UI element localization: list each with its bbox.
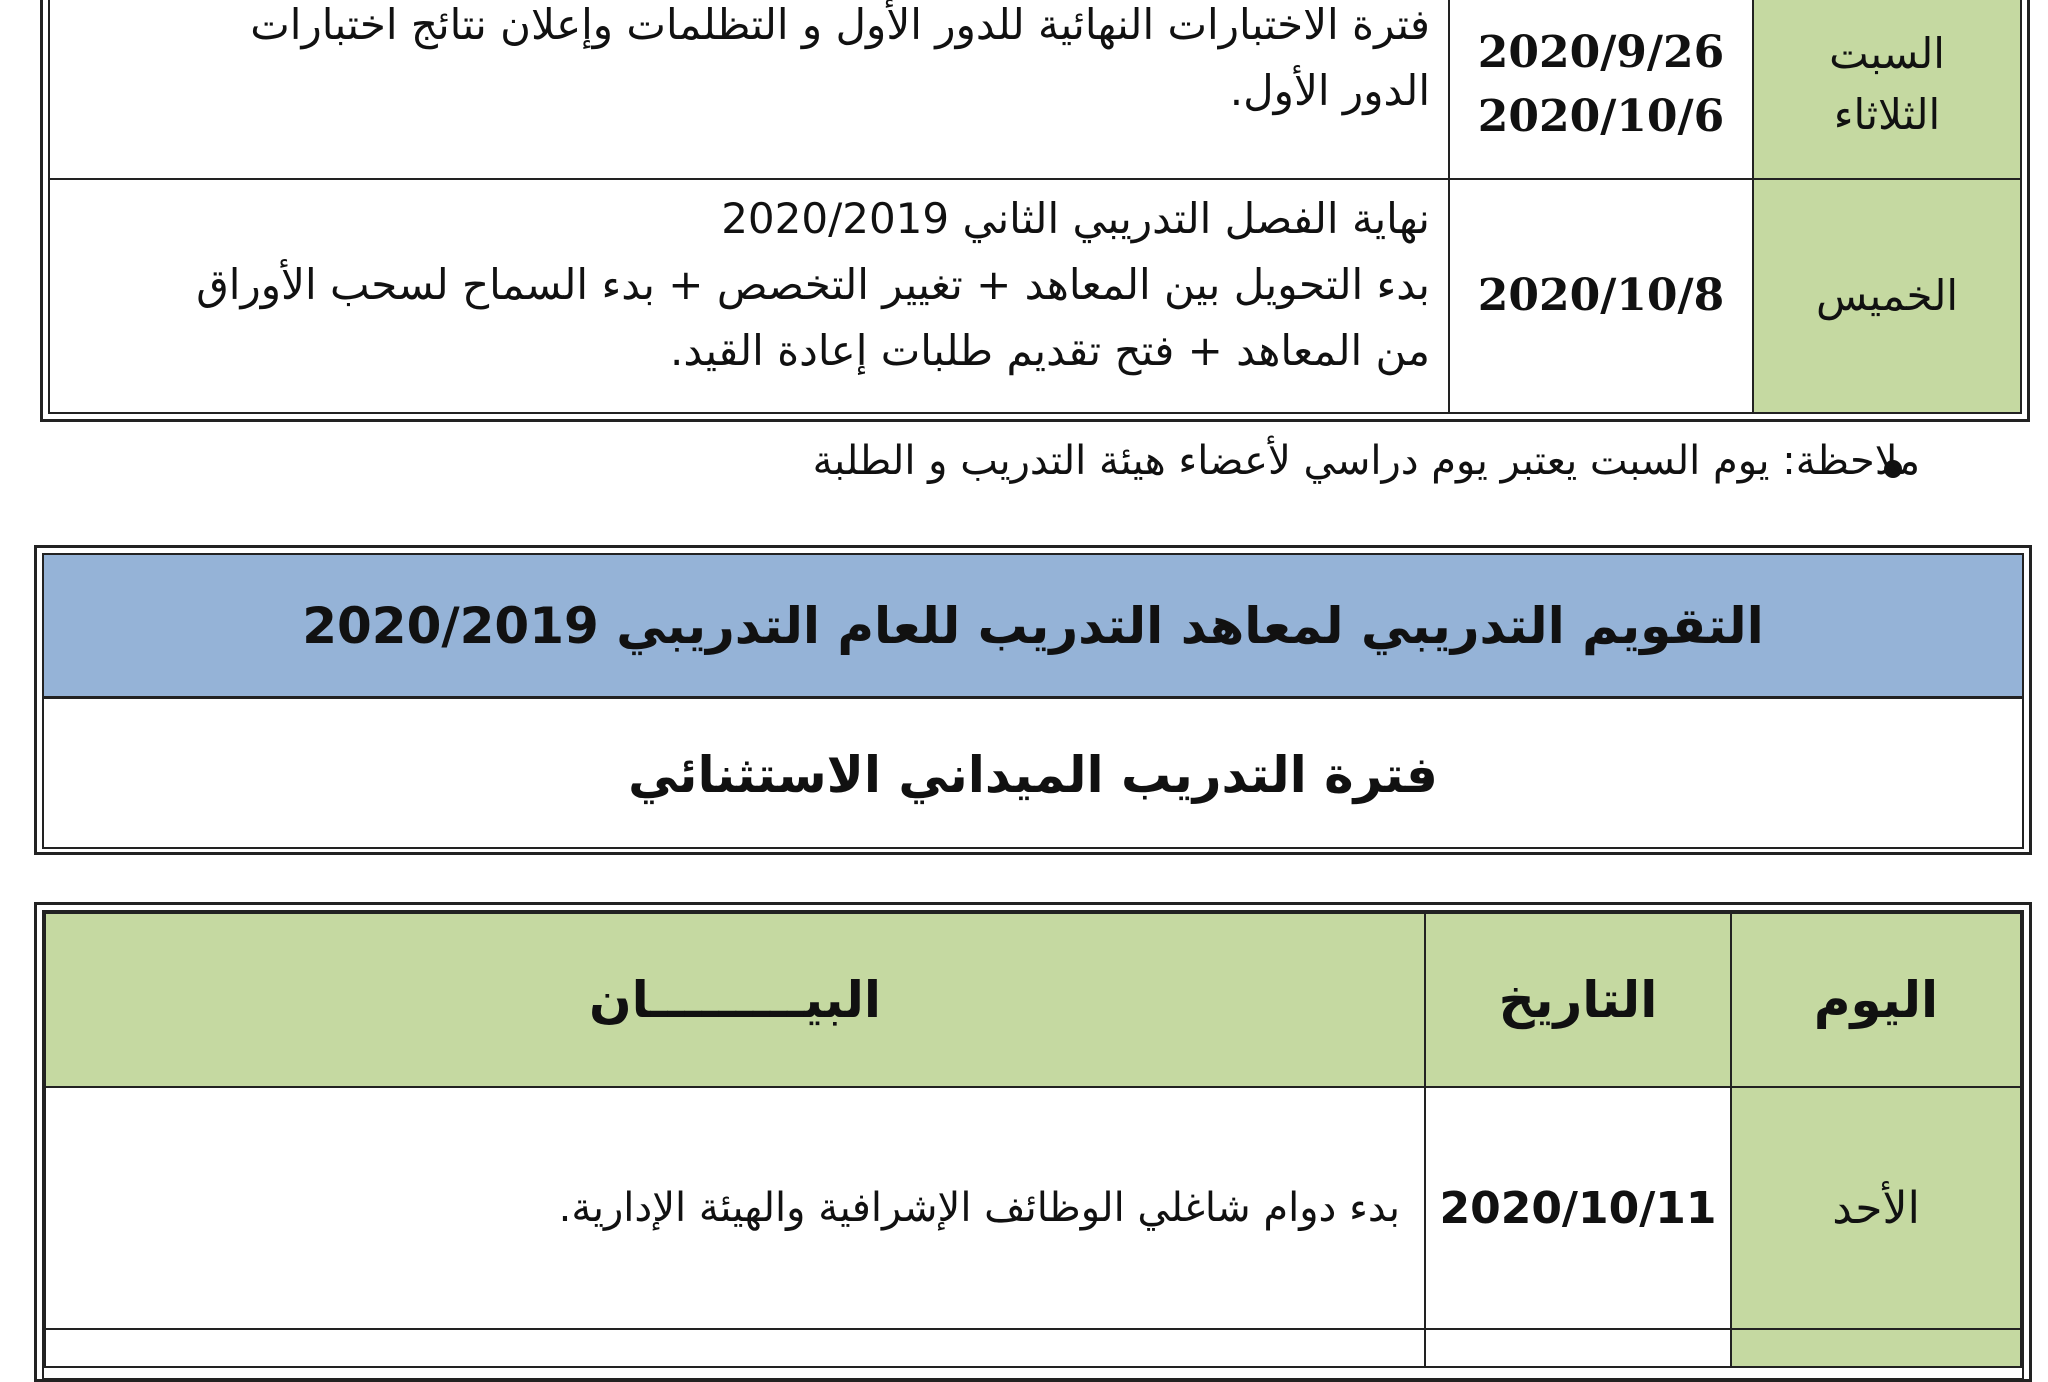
description-line: الدور الأول. — [1229, 66, 1430, 115]
day-text: الثلاثاء — [1833, 90, 1941, 139]
bottom-row-2-day — [1730, 1328, 2022, 1368]
top-row-2-date — [1448, 178, 1754, 414]
date-text: 2020/10/8 — [1477, 270, 1725, 322]
calendar-title: التقويم التدريبي لمعاهد التدريب للعام التدريبي 2020/2019 — [44, 555, 2022, 699]
bottom-row-1-date: 2020/10/11 — [1424, 1086, 1732, 1330]
header-day: اليوم — [1730, 912, 2022, 1088]
date-text: 2020/9/26 — [1477, 27, 1725, 79]
header-date: التاريخ — [1424, 912, 1732, 1088]
bottom-row-1-day: الأحد — [1730, 1086, 2022, 1330]
top-row-2-day — [1752, 178, 2022, 414]
note-text: ملاحظة: يوم السبت يعتبر يوم دراسي لأعضاء هيئة التدريب و الطلبة — [812, 438, 1920, 484]
description-line: فترة الاختبارات النهائية للدور الأول و التظلمات وإعلان نتائج اختبارات — [250, 0, 1430, 49]
header-description: البيـــــــــان — [44, 912, 1426, 1088]
bottom-row-2-date — [1424, 1328, 1732, 1368]
top-row-1-description — [48, 0, 1450, 180]
top-row-2-description — [48, 178, 1450, 414]
description-line: نهاية الفصل التدريبي الثاني 2020/2019 — [721, 194, 1430, 243]
description-line: بدء التحويل بين المعاهد + تغيير التخصص + بدء السماح لسحب الأوراق — [196, 260, 1430, 309]
day-text: السبت — [1829, 29, 1945, 79]
date-text: 2020/10/6 — [1477, 91, 1725, 142]
bottom-row-2-description — [44, 1328, 1426, 1368]
calendar-subtitle: فترة التدريب الميداني الاستثنائي — [628, 745, 1438, 804]
description-line: من المعاهد + فتح تقديم طلبات إعادة القيد. — [670, 326, 1430, 375]
top-row-1-day — [1752, 0, 2022, 180]
day-text: الخميس — [1815, 270, 1959, 320]
top-row-1-date — [1448, 0, 1754, 180]
bottom-row-1-description: بدء دوام شاغلي الوظائف الإشرافية والهيئة الإدارية. — [44, 1086, 1426, 1330]
